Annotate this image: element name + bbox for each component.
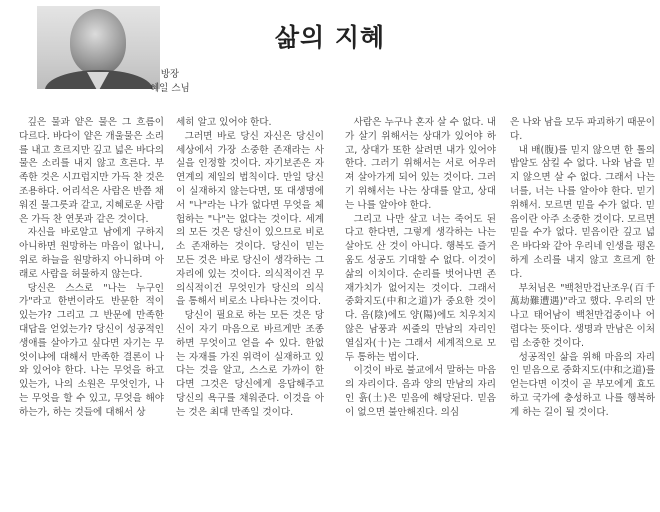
- paragraph: 자신을 바로알고 남에게 구하지 아니하면 원망하는 마음이 없나니, 위로 하늘을 원망하지 아니하며 아래로 사람을 허물하지 않는다.: [19, 227, 164, 280]
- article-column-2: [176, 116, 324, 420]
- paragraph: 은 나와 남을 모두 파괴하기 때문이다.: [510, 117, 655, 142]
- author-byline: [150, 68, 190, 96]
- paragraph: 사람은 누구나 혼자 살 수 없다. 내가 살기 위해서는 상대가 있어야 하고, 상대가 또한 살려면 내가 있어야 한다. 그러기 위해서는 서로 어우러져 살아가게 되어 있는 것이다. 그러기 위해서는 나는 상대를 알고, 상대는 나를 알아야 한다.: [345, 117, 496, 211]
- paragraph: 성공적인 삶을 위해 마음의 자리인 믿음으로 중화지도(中和之道)를 얻는다면 이것이 곧 부모에게 효도하고 국가에 충성하고 나를 행복하게 하는 길이 될 것이다.: [510, 351, 655, 418]
- author-role: 방장: [160, 69, 180, 80]
- article-column-3: [345, 116, 496, 420]
- article-column-1: [19, 116, 164, 420]
- paragraph: 세히 알고 있어야 한다.: [176, 117, 272, 128]
- paragraph: 내 배(腹)를 믿지 않으면 한 톨의 밥알도 삼킬 수 없다. 나와 남을 믿지 않으면 살 수 없다. 그래서 나는 너를, 너는 나를 알아야 한다. 믿기 위해서. 모르면 믿을 수가 없다. 믿음이란 아주 소중한 것이다. 모르면 믿을 수가 없다. 믿음이란 깊고 넓은 바다와 같아 우리네 인생을 평온하게 소리를 내지 않고 흐르게 한다.: [510, 144, 655, 280]
- paragraph: 이것이 바로 불교에서 말하는 마음의 자리이다. 음과 양의 만남의 자리인 흙(土)은 믿음에 해당된다. 믿음이 없으면 불안해진다. 의심: [345, 365, 496, 418]
- author-name: 혜일 스님: [150, 83, 190, 94]
- paragraph: 부처님은 "백천만겁난조우(百千萬劫難遭遇)"라고 했다. 우리의 만나고 태어남이 백천만겁중이나 어렵다는 뜻이다. 생명과 만남은 이처럼 소중한 것이다.: [510, 282, 655, 349]
- paragraph: 당신이 필요로 하는 모든 것은 당신이 자기 마음으로 바르게만 조종하면 무엇이고 얻을 수 있다. 한없는 자재를 가진 위력이 실재하고 있다는 것을 알고, 스스로 가까이 한다면 그것은 당신에게 응답해주고 당신의 욕구를 채워준다. 이것을 아는 것은 최대 만족일 것이다.: [176, 310, 324, 418]
- paragraph: 당신은 스스로 "나는 누구인가"라고 한번이라도 반문한 적이 있는가? 그리고 그 반문에 만족한 대답을 얻었는가? 당신이 성공적인 생애를 살아가고 싶다면 자기는 무엇이냐에 대해서 만족한 결론이 나와 있어야 한다. 나는 무엇을 하고 있는가, 나의 소원은 무엇인가, 나는 무엇을 할 수 있고, 무엇을 해야 하는가, 하는 것들에 대해서 상: [19, 282, 164, 418]
- article-column-4: [510, 116, 655, 420]
- paragraph: 깊은 물과 얕은 물은 그 흐름이 다르다. 바다이 얕은 개울물은 소리를 내고 흐르지만 깊고 넓은 바다의 물은 소리를 내지 않고 흐른다. 부족한 것은 시끄럽지만 가득 찬 것은 조용하다. 어리석은 사람은 반쯤 채워진 물그릇과 같고, 지혜로운 사람은 가득 찬 연못과 같은 것이다.: [19, 117, 164, 225]
- paragraph: 그리고 나만 살고 너는 죽어도 된다고 한다면, 그렇게 생각하는 나는 살아도 산 것이 아니다. 행복도 즐거움도 성공도 기대할 수 없다. 이것이 삶의 이치이다. 순리를 벗어나면 존재가치가 없어지는 것이다. 그래서 중화지도(中和之道)가 중요한 것이다. 음(陰)에도 양(陽)에도 치우치지 않은 남풍과 씨줄의 만남의 자리인 열십자(十)는 그래서 세계적으로 모두 통하는 법이다.: [345, 213, 496, 363]
- paragraph: 그러면 바로 당신 자신은 당신이 세상에서 가장 소중한 존재라는 사실을 인정할 것이다. 자기보존은 자연계의 제일의 법칙이다. 만일 당신이 실재하지 않는다면, 또 대생명에서 "나"라는 나가 없다면 무엇을 체험하는 "나"는 없다는 것이다. 세계의 모든 것은 당신이 있으므로 비로소 존재하는 것이다. 당신이 믿는 모든 것은 바로 당신이 생각하는 그 자리에 있는 것이다. 의식적이건 무의식적이건 무엇인가 당신의 의식을 통해서 비로소 나타나는 것이다.: [176, 130, 324, 308]
- article-title: 삶의 지혜: [274, 23, 386, 52]
